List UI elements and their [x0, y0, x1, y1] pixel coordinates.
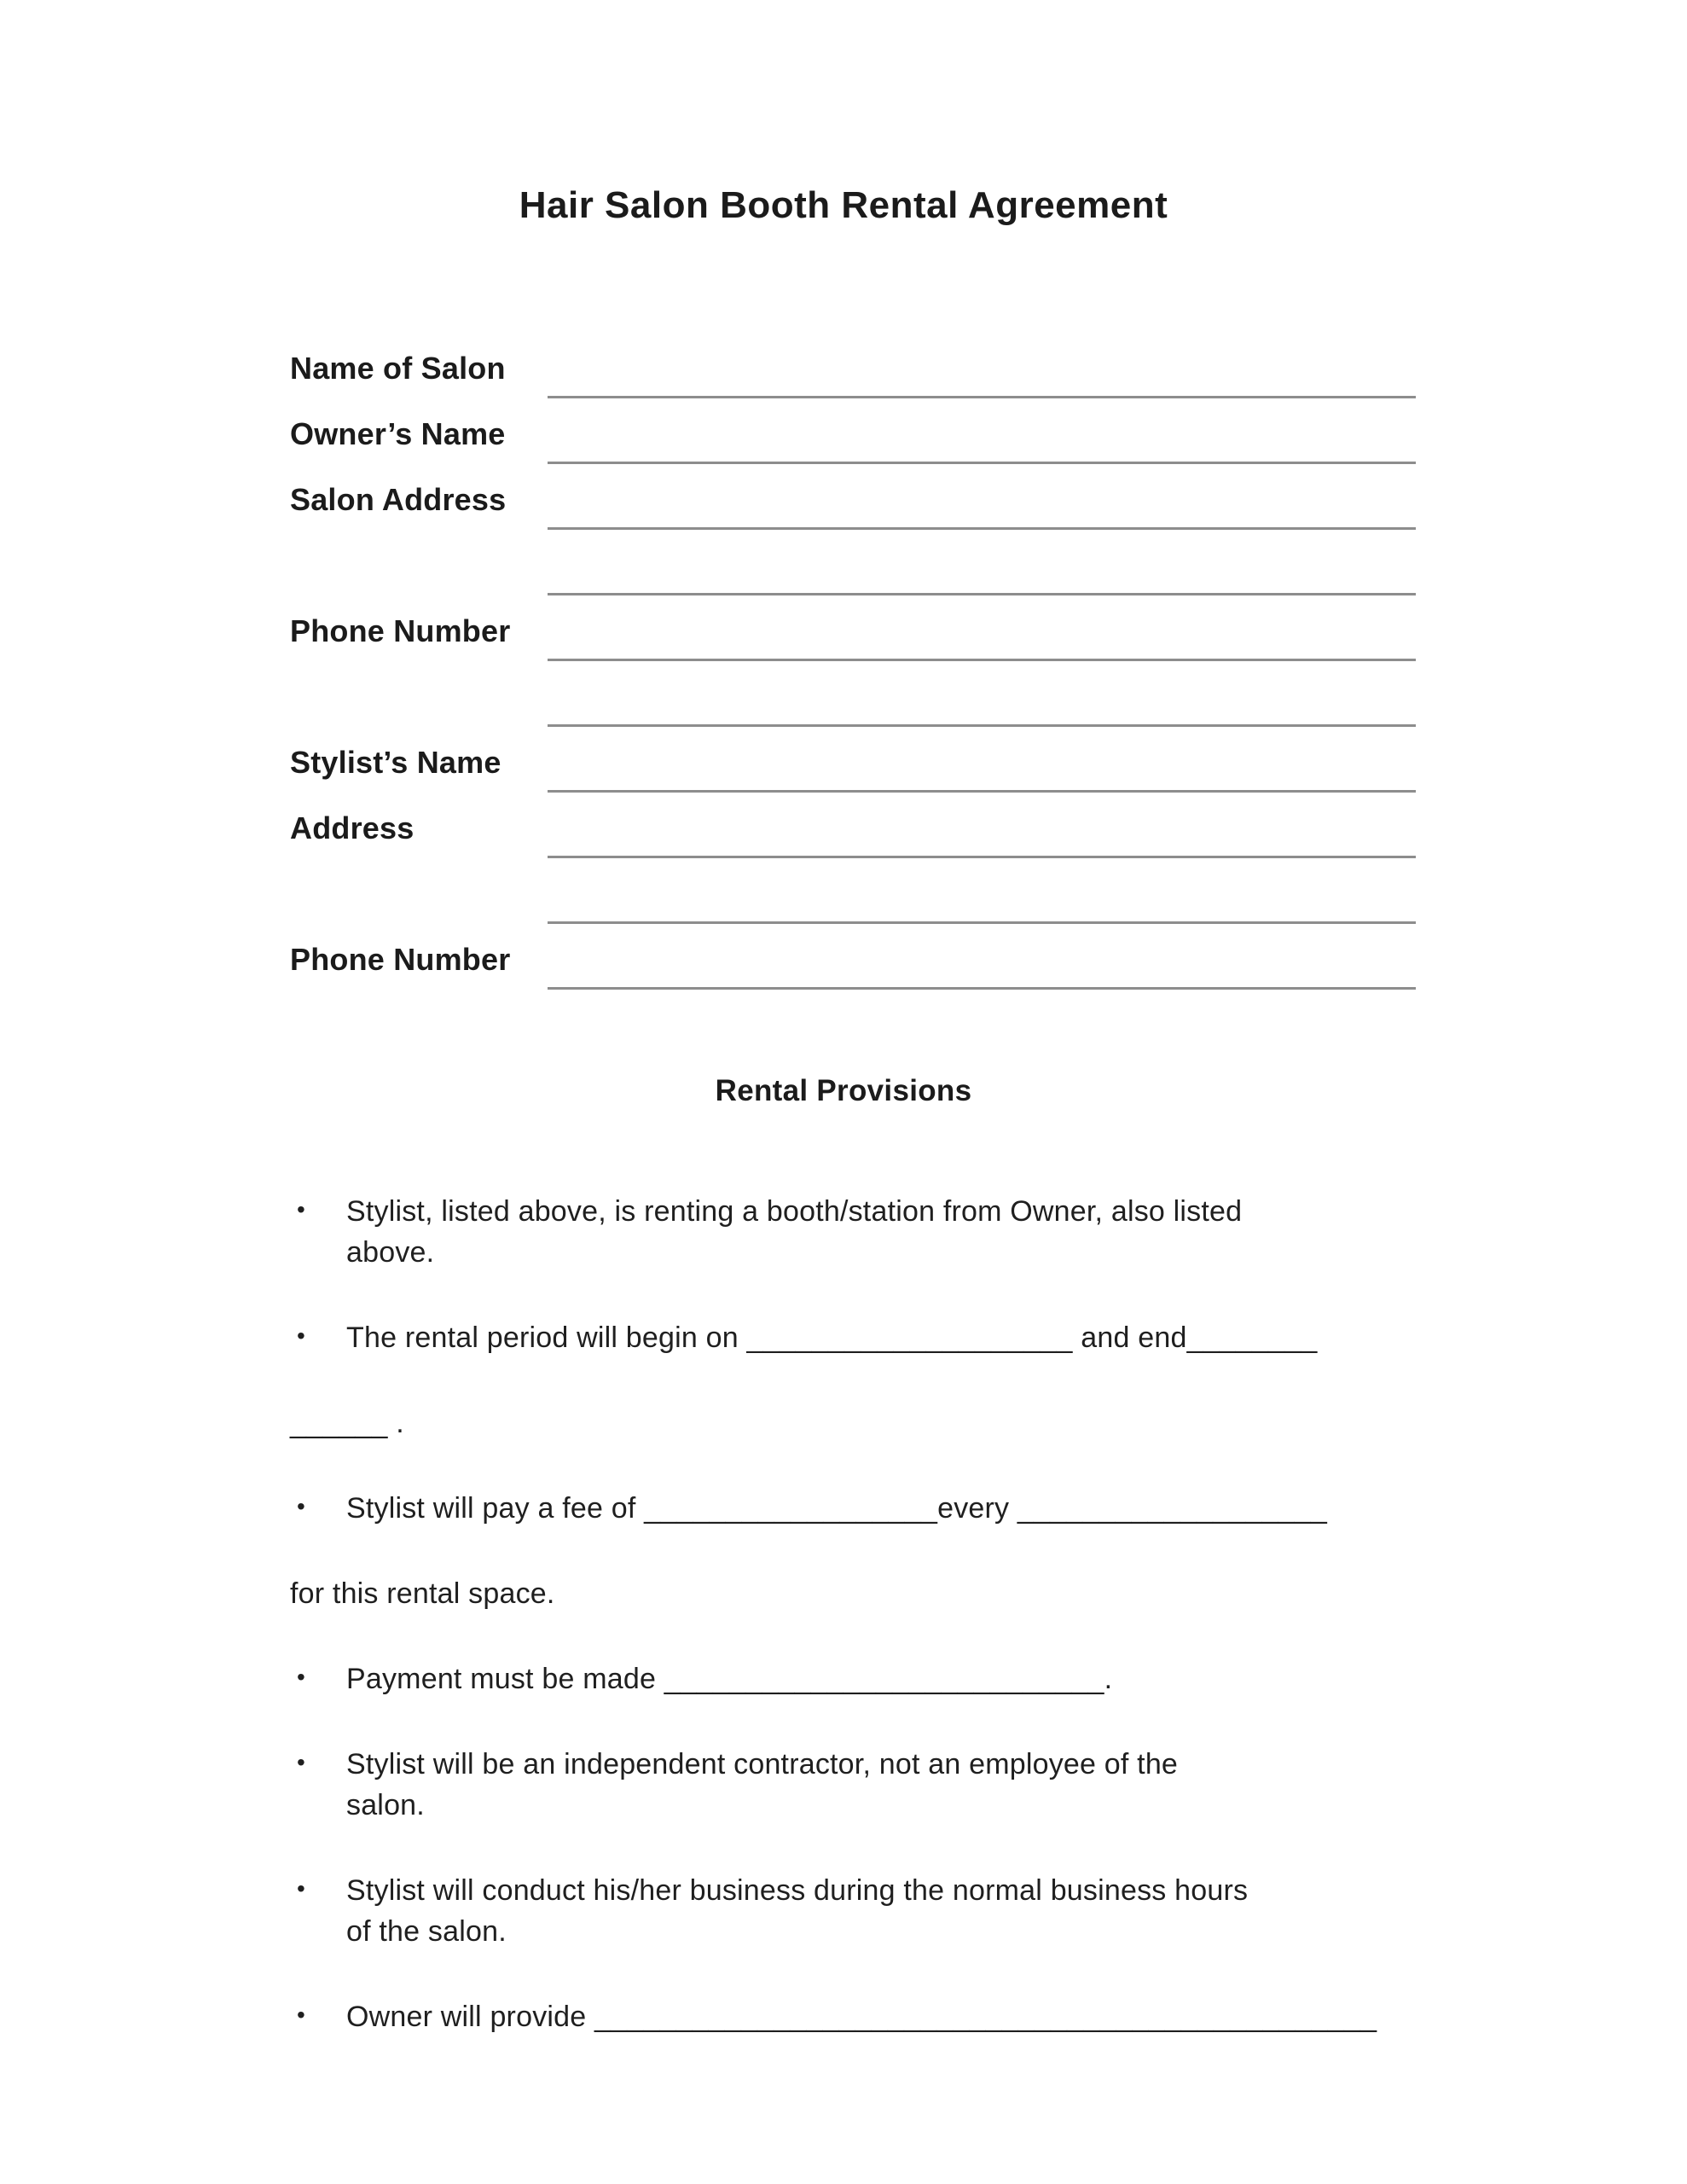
- document-title: Hair Salon Booth Rental Agreement: [519, 184, 1168, 226]
- field-label-address: Address: [290, 810, 415, 845]
- bullet-text-line: Stylist will conduct his/her business during the normal business hours: [346, 1874, 1249, 1907]
- salon-info-form: [290, 333, 1416, 990]
- bullet-item: [290, 1488, 1399, 1529]
- bullet-text-line: Stylist will be an independent contractor, not an employee of the: [346, 1748, 1179, 1780]
- field-label-name-of-salon: Name of Salon: [290, 351, 506, 386]
- form-row: [290, 595, 1416, 661]
- bullet-item: [290, 1996, 1399, 2037]
- bullet-icon: •: [297, 1749, 305, 1775]
- field-line-salon-address-2[interactable]: [548, 530, 1416, 595]
- field-label-blank: [290, 661, 548, 727]
- field-label-phone-number: Phone Number: [290, 613, 511, 648]
- bullet-item: [290, 1658, 1399, 1699]
- form-row: [290, 398, 1416, 464]
- field-line-phone-number-2[interactable]: [548, 661, 1416, 727]
- field-label-salon-address: Salon Address: [290, 482, 507, 517]
- continuation-line: [290, 1403, 1399, 1443]
- bullet-item: [290, 1870, 1399, 1952]
- field-line-address-2[interactable]: [548, 858, 1416, 924]
- continuation-text-line: for this rental space.: [290, 1577, 555, 1610]
- form-row: [290, 464, 1416, 530]
- field-label-owners-name: Owner’s Name: [290, 416, 506, 451]
- bullet-text: [346, 1488, 1399, 1529]
- form-row: [290, 793, 1416, 858]
- field-line-owners-name[interactable]: [548, 398, 1416, 464]
- field-line-phone-number-stylist[interactable]: [548, 924, 1416, 990]
- bullet-text: [346, 1658, 1399, 1699]
- bullet-icon: •: [297, 2001, 305, 2028]
- section-heading-rental-provisions: Rental Provisions: [715, 1074, 972, 1107]
- field-line-address[interactable]: [548, 793, 1416, 858]
- bullet-text: [346, 1744, 1399, 1826]
- bullet-text-line: The rental period will begin on ____________________ and end________: [346, 1321, 1318, 1354]
- continuation-text-line: ______ .: [290, 1407, 404, 1439]
- bullet-text-line: salon.: [346, 1789, 425, 1821]
- bullet-icon: •: [297, 1493, 305, 1519]
- field-label-stylists-name: Stylist’s Name: [290, 745, 501, 780]
- bullet-icon: •: [297, 1322, 305, 1349]
- bullet-item: [290, 1317, 1399, 1358]
- form-row: [290, 727, 1416, 793]
- bullet-text-line: Stylist will pay a fee of __________________every ___________________: [346, 1492, 1327, 1525]
- bullet-text-line: Payment must be made ___________________________.: [346, 1663, 1113, 1695]
- bullet-item: [290, 1744, 1399, 1826]
- bullet-text-line: Stylist, listed above, is renting a booth/station from Owner, also listed: [346, 1195, 1243, 1228]
- bullet-text: [346, 1317, 1399, 1358]
- field-line-salon-address[interactable]: [548, 464, 1416, 530]
- bullet-icon: •: [297, 1875, 305, 1902]
- form-row: [290, 661, 1416, 727]
- field-line-phone-number[interactable]: [548, 595, 1416, 661]
- bullet-text: [346, 1870, 1399, 1952]
- bullet-item: [290, 1191, 1399, 1273]
- form-row: [290, 333, 1416, 398]
- field-label-phone-number-stylist: Phone Number: [290, 942, 511, 977]
- bullet-text-line: of the salon.: [346, 1915, 507, 1948]
- field-label-blank: [290, 858, 548, 924]
- provisions-list: [290, 1191, 1399, 2037]
- field-line-stylists-name[interactable]: [548, 727, 1416, 793]
- bullet-icon: •: [297, 1664, 305, 1690]
- bullet-text: [346, 1996, 1399, 2037]
- bullet-text-line: above.: [346, 1236, 435, 1269]
- bullet-icon: •: [297, 1196, 305, 1223]
- continuation-line: [290, 1573, 1399, 1614]
- form-row: [290, 530, 1416, 595]
- field-line-name-of-salon[interactable]: [548, 333, 1416, 398]
- bullet-text-line: Owner will provide ________________________________________________: [346, 2001, 1377, 2033]
- form-row: [290, 858, 1416, 924]
- bullet-text: [346, 1191, 1399, 1273]
- field-label-blank: [290, 530, 548, 595]
- form-row: [290, 924, 1416, 990]
